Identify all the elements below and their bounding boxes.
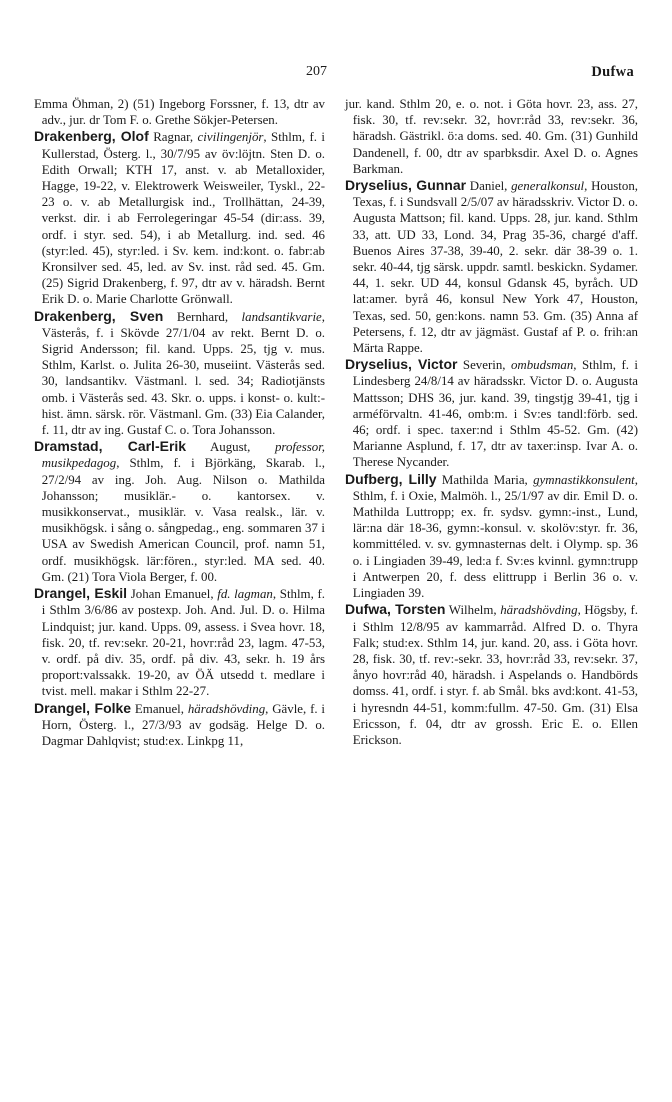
entry-name: Dryselius, Gunnar	[345, 177, 467, 194]
entry-drangel-eskil: Drangel, Eskil Johan Emanuel, fd. lagman, Sthlm, f. i Sthlm 3/6/86 av postexp. Joh. And. Jul. D. o. Hilma Lindquist; jur. kand. Upps. 09, assess. i Svea hovr. 18, fisk. 20, tf. rev:sekr. 20-21, hovr:råd 23, lagm. 47-53, v. ordf. på div. 35, ordf. på div. 43, sekr. h. 19 års proport:valssakk. 19-20, av ÖÄ utsedd t. medlare i tvist. mell. makar i Sthlm 22-27.	[34, 585, 325, 699]
entry-title: fd. lagman	[217, 587, 273, 602]
entry-dufwa-torsten: Dufwa, Torsten Wilhelm, häradshövding, Högsby, f. i Sthlm 12/8/95 av kammarråd. Alfred D. o. Thyra Falk; stud:ex. Sthlm 14, jur. kand. 20, ass. i Göta hovr. 28, fisk. 30, tf. rev:-sekr. 33, hovr:råd 33, rev:sekr. 37, ånyo hovr:råd 40, häradsh. i Aspelands o. Handbörds domss. 41, ordf. i styr. f. ab Smål. bks avd:kont. 41-53, i hyresndn 44-51, komm:fullm. 47-50. Gm. (31) Elsa Ericsson, f. 04, dtr av grossh. Eric E. o. Ellen Erickson.	[345, 601, 638, 747]
entry-title: generalkonsul	[511, 179, 585, 194]
entry-dryselius-victor: Dryselius, Victor Severin, ombudsman, Sthlm, f. i Lindesberg 24/8/14 av häradsskr. Victor D. o. Augusta Mattsson; DHS 36, jur. kand. 39, tingstjg 39-41, tjg i arméförvaltn. 41-46, omb:m. i Sv:es tandl:förb. sed. 46; ordf. i spec. taxer:nd i Sthlm 45-52. Gm. (42) Marianne Asplund, f. 17, dtr av taxer:insp. Ivar A. o. Therese Nycander.	[345, 356, 638, 470]
entry-dryselius-gunnar: Dryselius, Gunnar Daniel, generalkonsul, Houston, Texas, f. i Sundsvall 2/5/07 av häradsskriv. Victor D. o. Augusta Mattson; fil. kand. Upps. 28, jur. kand. Sthlm 33, att. UD 33, Lond. 34, Prag 35-36, chargé d'aff. Buenos Aires 37-38, 39-40, 2. sekr. där 38-39 o. 1. sekr. 40-44, tjg särsk. uppdr. samtl. beskickn. Sydamer. 44, 1. sekr. UD 44, konsul Gdansk 45, byråch. UD lat:amer. byrå 46, konsul New York 47, Houston, Texas, sed. 50, gen:kons. namn 53. Gm. (35) Anna af Petersens, f. 12, dtr av jägmäst. Gustaf af P. o. frih:an Märta Rappe.	[345, 177, 639, 356]
entry-name: Drakenberg, Sven	[34, 307, 164, 324]
entry-drangel-folke: Drangel, Folke Emanuel, häradshövding, Gävle, f. i Horn, Österg. l., 27/3/93 av godsäg. Helge D. o. Dagmar Dahlqvist; stud:ex. Linkpg 11,	[34, 699, 326, 748]
entry-drakenberg-sven: Drakenberg, Sven Bernhard, landsantikvarie, Västerås, f. i Skövde 27/1/04 av rekt. Bernt D. o. Sigrid Andersson; fil. kand. Upps. 25, tjg v. mus. Sthlm, Karlst. o. Julita 26-30, museiint. Västerås sed. 30, landsantikv. Västmanl. l. sed. 34; Radiotjänsts omb. i Västerås sed. 43. Skr. o. upps. i konst- o. kult:-hist. ämn. särsk. rör. Västmanl. Gm. (33) Eia Calander, f. 11, dtr av ing. Gustaf C. o. Tora Johansson.	[34, 307, 325, 438]
entry-title: häradshövding	[500, 603, 578, 618]
entry-title: häradshövding	[187, 701, 266, 716]
entry-dramstad-carl-erik: Dramstad, Carl-Erik August, professor, musikpedagog, Sthlm, f. i Björkäng, Skarab. l., 27/2/94 av ing. Joh. Aug. Nilson o. Mathilda Johansson; musiklär.- o. kantorsex. v. musikkonservat., musiklär. v. Vasa realsk., lär. v. musikhögsk. i sång o. sångpedag., eng. sommaren 37 i USA av Swedish American Council, prof. namn 51, ordf. musikhögsk. lär:fören., styr:led. MA sed. 40. Gm. (21) Tora Viola Berger, f. 00.	[34, 438, 326, 584]
entry-title: professor, musikpedagog	[41, 440, 326, 471]
entry-title: landsantikvarie	[241, 309, 322, 324]
entry-name: Drakenberg, Olof	[34, 128, 149, 145]
entry-drakenberg-olof: Drakenberg, Olof Ragnar, civilingenjör, Sthlm, f. i Kullerstad, Österg. l., 30/7/95 av öv:löjtn. Sten D. o. Edith Orwall; KTH 17, anst. v. ab Metalloxider, Hagge, 19-22, v. Elektrowerk Weisweiler, Tyskl., 22-23 o. v. ab Metallurgisk ind., Trollhättan, 24-39, verkst. dir. i ab Ferrolegeringar 45-54 (dir:ass. 39, ordf. i styr. sed. 54), i ab Metallurg. ind. sed. 46 (styr:led. 45), styr:led. i Sv. kem. ind:kont. o. fabr:ab Kronsilver sed. 45, led. av Sv. inst. råd sed. 45. Gm. (25) Sigrid Drakenberg, f. 97, dtr av v. häradsh. Bernt Erik D. o. Marie Charlotte Grönwall.	[34, 128, 325, 307]
entry-continuation: Emma Öhman, 2) (51) Ingeborg Forssner, f. 13, dtr av adv., jur. dr Tom F. o. Grethe Sökjer-Petersen.	[34, 97, 325, 128]
entry-name: Drangel, Eskil	[34, 585, 128, 602]
entry-continuation: jur. kand. Sthlm 20, e. o. not. i Göta hovr. 23, ass. 27, fisk. 30, tf. rev:sekr. 32, hovr:råd 33, rev:sekr. 36, häradsh. Gästrikl. ö:a doms. sed. 40. Gm. (31) Gunhild Dandenell, f. 00, dtr av sparbksdir. Axel D. o. Agnes Barkman.	[345, 97, 638, 176]
entry-name: Dramstad, Carl-Erik	[34, 438, 187, 455]
entry-name: Dufberg, Lilly	[345, 470, 437, 487]
entry-name: Drangel, Folke	[34, 699, 132, 716]
entry-name: Dryselius, Victor	[345, 356, 458, 373]
entry-title: gymnastikkonsulent	[533, 472, 635, 487]
entry-title: ombudsman	[510, 358, 574, 373]
running-head: Dufwa	[591, 64, 634, 80]
right-column	[345, 96, 638, 748]
entry-dufberg-lilly: Dufberg, Lilly Mathilda Maria, gymnastikkonsulent, Sthlm, f. i Oxie, Malmöh. l., 25/1/97 av dir. Emil D. o. Mathilda Luttropp; ex. fr. sydsv. gymn:-inst., Lund, lär:na där 18-36, gymn:-konsul. v. skolöv:styr. fr. 36, kommittéled. v. sv. gymnasternas delt. i Olymp. sp. 36 o. i Lingiaden 39-49, led:a f. Sv:es kvinnl. gymn:trupp i Antwerpen 20, f. dess elittrupp i Berlin 36 o. v. Lingiaden 39.	[345, 470, 638, 601]
page-number: 207	[306, 64, 327, 79]
left-column	[34, 96, 325, 749]
entry-name: Dufwa, Torsten	[345, 601, 446, 618]
entry-title: civilingenjör	[197, 130, 264, 145]
page-header	[0, 64, 672, 88]
